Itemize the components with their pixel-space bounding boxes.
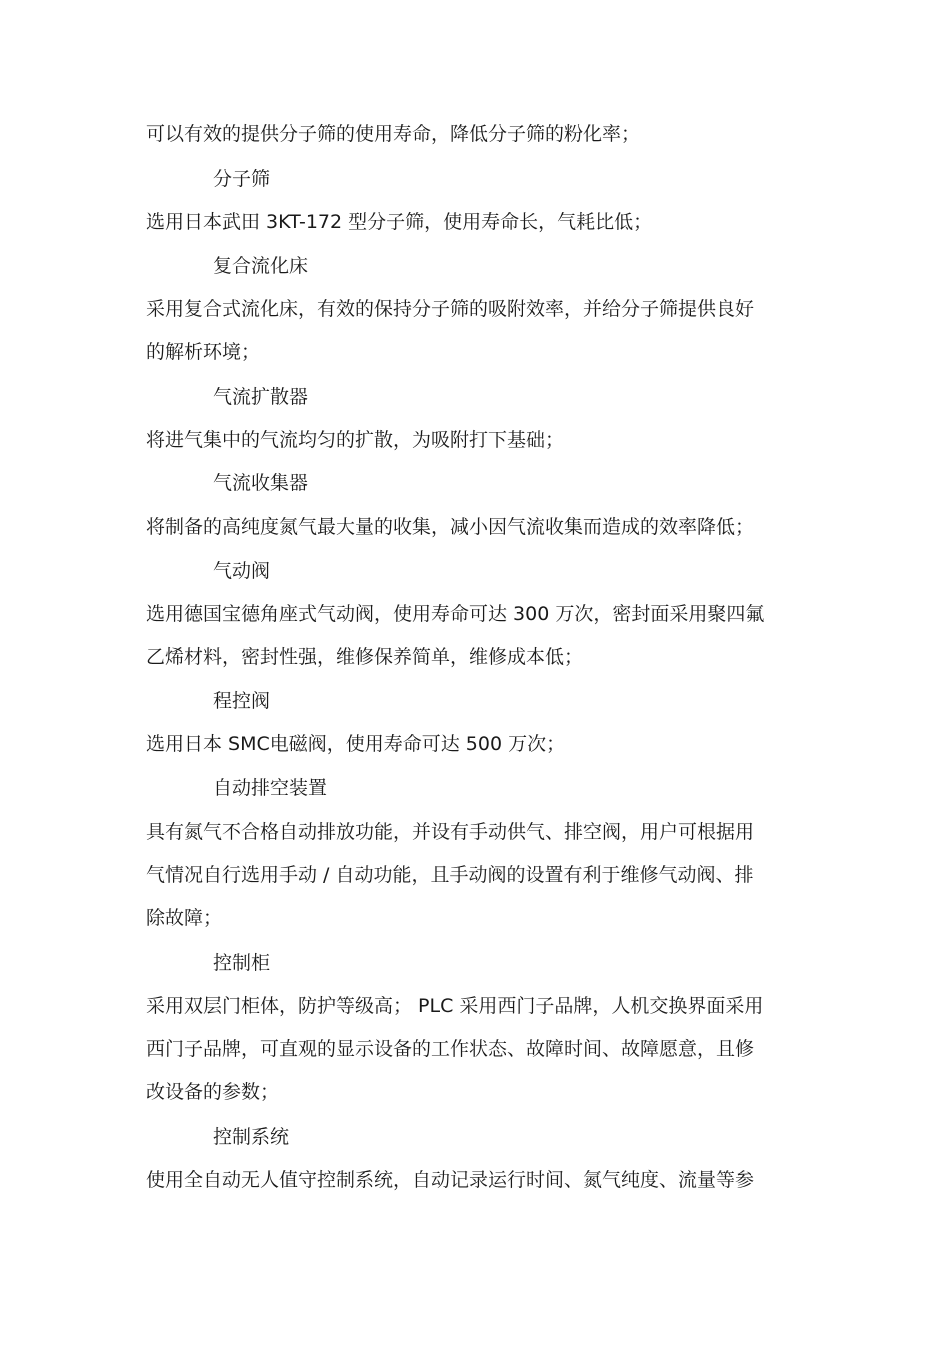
paragraph-line: 将制备的高纯度氮气最大量的收集，减小因气流收集而造成的效率降低； <box>146 516 755 538</box>
paragraph-line: 改设备的参数； <box>146 1081 280 1103</box>
paragraph-line: 可以有效的提供分子筛的使用寿命，降低分子筛的粉化率； <box>146 123 641 145</box>
section-heading-molecular-sieve: 分子筛 <box>213 168 271 190</box>
paragraph-line: 选用德国宝德角座式气动阀，使用寿命可达 300 万次，密封面采用聚四氟 <box>146 603 765 625</box>
paragraph-line: 采用复合式流化床，有效的保持分子筛的吸附效率，并给分子筛提供良好 <box>146 298 755 320</box>
paragraph-line: 将进气集中的气流均匀的扩散，为吸附打下基础； <box>146 429 565 451</box>
section-heading-program-valve: 程控阀 <box>213 690 271 712</box>
paragraph-line: 具有氮气不合格自动排放功能，并设有手动供气、排空阀，用户可根据用 <box>146 821 755 843</box>
section-heading-collector: 气流收集器 <box>213 472 309 494</box>
section-heading-pneumatic-valve: 气动阀 <box>213 560 271 582</box>
paragraph-line: 使用全自动无人值守控制系统，自动记录运行时间、氮气纯度、流量等参 <box>146 1169 755 1191</box>
paragraph-line: 的解析环境； <box>146 341 261 363</box>
paragraph-line: 西门子品牌，可直观的显示设备的工作状态、故障时间、故障愿意，且修 <box>146 1038 755 1060</box>
section-heading-auto-vent: 自动排空装置 <box>213 777 328 799</box>
section-heading-diffuser: 气流扩散器 <box>213 386 309 408</box>
paragraph-line: 选用日本 SMC电磁阀，使用寿命可达 500 万次； <box>146 733 566 755</box>
section-heading-control-system: 控制系统 <box>213 1126 290 1148</box>
paragraph-line: 选用日本武田 3KT-172 型分子筛，使用寿命长，气耗比低； <box>146 211 653 233</box>
paragraph-line: 气情况自行选用手动 / 自动功能，且手动阀的设置有利于维修气动阀、排 <box>146 864 754 886</box>
section-heading-fluidized-bed: 复合流化床 <box>213 255 309 277</box>
paragraph-line: 采用双层门柜体，防护等级高； PLC 采用西门子品牌，人机交换界面采用 <box>146 995 764 1017</box>
paragraph-line: 除故障； <box>146 907 223 929</box>
section-heading-control-cabinet: 控制柜 <box>213 952 271 974</box>
paragraph-line: 乙烯材料，密封性强，维修保养简单，维修成本低； <box>146 646 584 668</box>
